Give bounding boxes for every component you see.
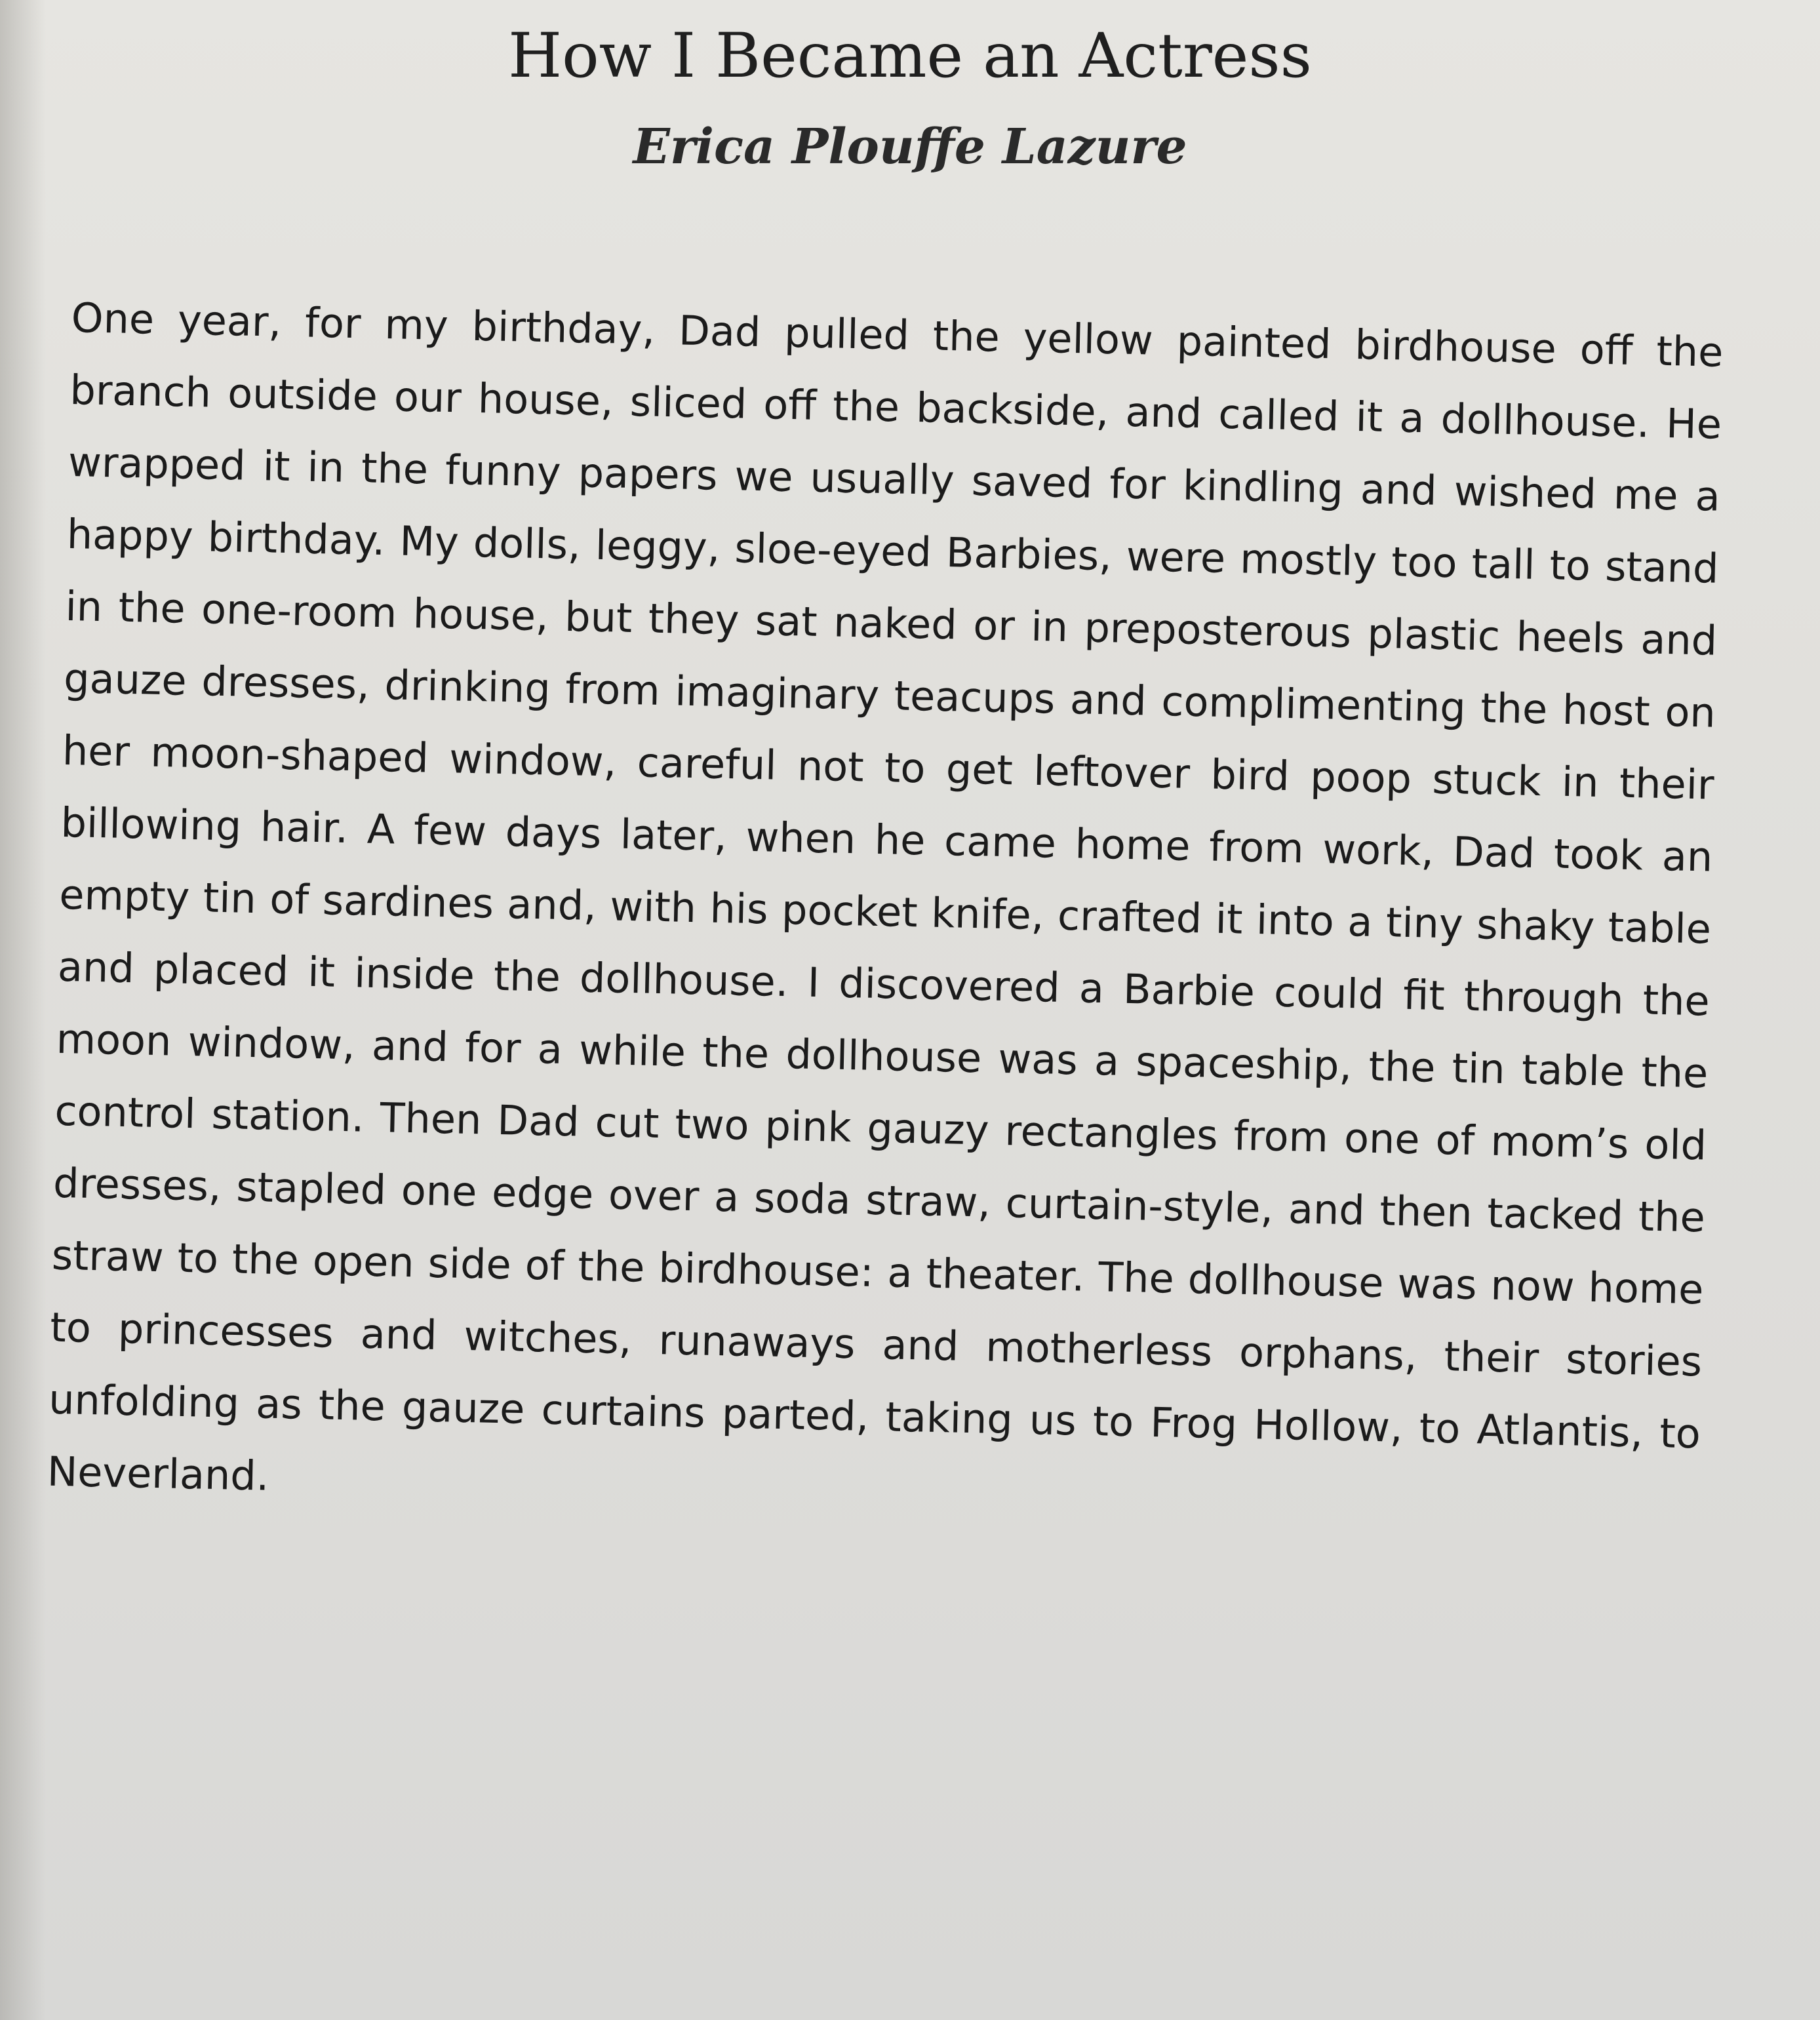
author-name: Erica Plouffe Lazure [633,119,1187,175]
story-title: How I Became an Actress [508,20,1312,92]
page-gutter-shadow [0,0,46,2020]
story-paragraph: One year, for my birthday, Dad pulled the yellow painted birdhouse off the branch outside our house, sliced off the backside, and called it a dollhouse. He wrapped it in the funny papers we usually saved for kindling and wished me a happy birthday. My dolls, leggy, sloe-eyed Barbies, were mostly too tall to stand in the one-room house, but they sat naked or in preposterous plastic heels and gauze dresses, drinking from imaginary teacups and complimenting the host on her moon-shaped window, careful not to get leftover bird poop stuck in their billowing hair. A few days later, when he came home from work, Dad took an empty tin of sardines and, with his pocket knife, crafted it into a tiny shaky table and placed it inside the dollhouse. I discovered a Barbie could fit through the moon window, and for a while the dollhouse was a spaceship, the tin table the control station. Then Dad cut two pink gauzy rectangles from one of mom’s old dresses, stapled one edge over a soda straw, curtain-style, and then tacked the straw to the open side of the birdhouse: a theater. The dollhouse was now home to princesses and witches, runaways and motherless orphans, their stories unfolding as the gauze curtains parted, taking us to Frog Hollow, to Atlantis, to Neverland. [47,293,1724,1500]
